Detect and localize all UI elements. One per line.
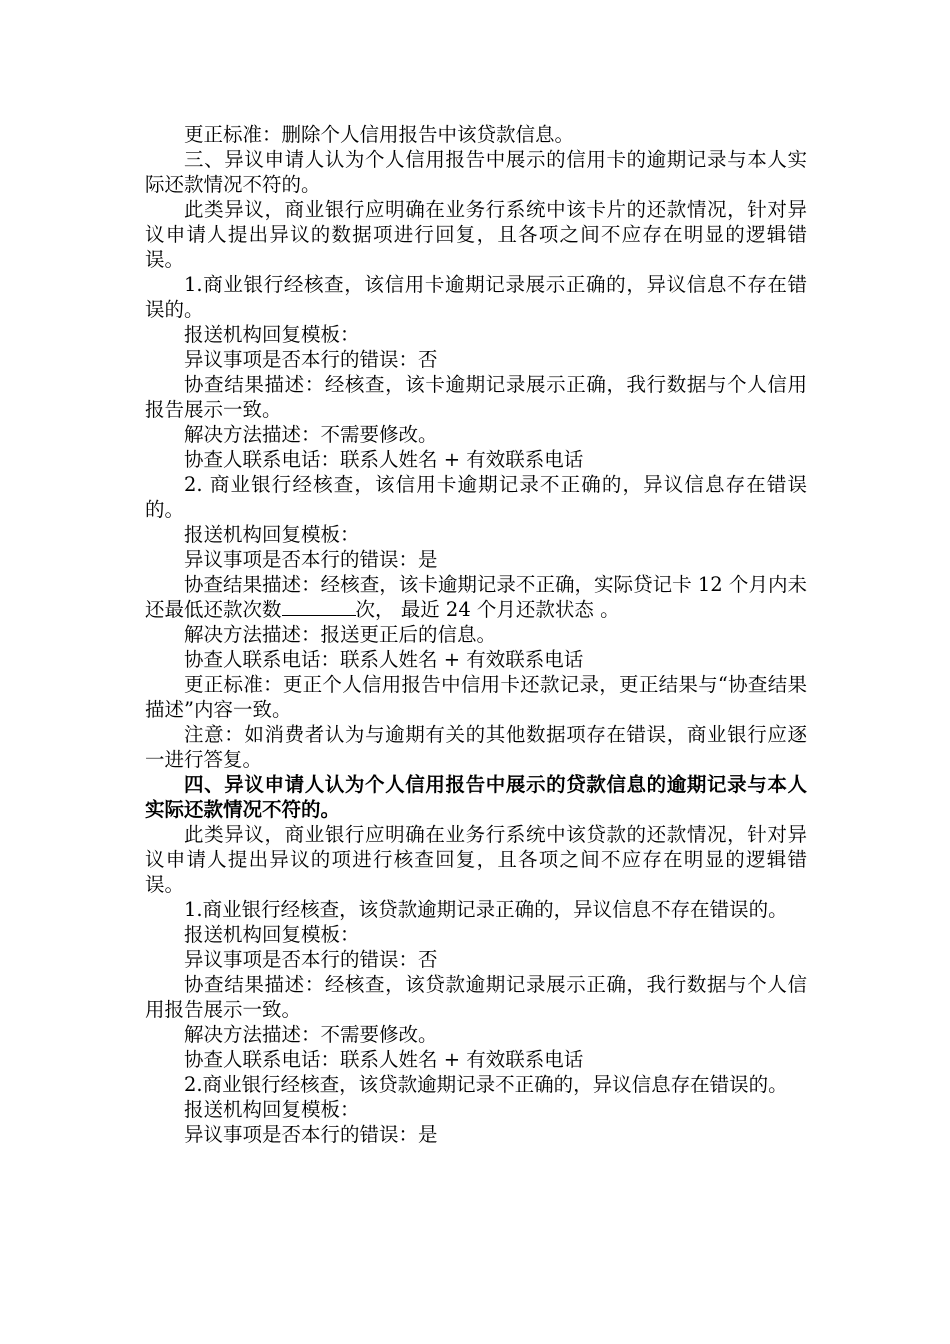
- paragraph: 解决方法描述：不需要修改。: [184, 1023, 438, 1046]
- blank-text-before: 协查结果描述：经核查，该卡逾期记录不正确，实际贷记卡 12 个月内未还最低还款次数: [145, 573, 807, 621]
- paragraph: 解决方法描述：报送更正后的信息。: [184, 623, 497, 646]
- paragraph: 协查人联系电话：联系人姓名 + 有效联系电话: [184, 1048, 584, 1071]
- paragraph: 2. 商业银行经核查，该信用卡逾期记录不正确的，异议信息存在错误的。: [145, 473, 807, 521]
- blank-text-after: 次， 最近 24 个月还款状态 。: [355, 598, 620, 621]
- paragraph: 更正标准：删除个人信用报告中该贷款信息。: [184, 123, 575, 146]
- paragraph: 1.商业银行经核查，该贷款逾期记录正确的，异议信息不存在错误的。: [184, 898, 788, 921]
- paragraph: 1.商业银行经核查，该信用卡逾期记录展示正确的，异议信息不存在错误的。: [145, 273, 807, 321]
- paragraph: 报送机构回复模板：: [184, 323, 360, 346]
- paragraph: 协查结果描述：经核查，该卡逾期记录展示正确，我行数据与个人信用报告展示一致。: [145, 373, 807, 421]
- paragraph: 异议事项是否本行的错误：是: [184, 548, 438, 571]
- paragraph: 2.商业银行经核查，该贷款逾期记录不正确的，异议信息存在错误的。: [184, 1073, 788, 1096]
- paragraph: 异议事项是否本行的错误：否: [184, 948, 438, 971]
- paragraph: 注意：如消费者认为与逾期有关的其他数据项存在错误，商业银行应逐一进行答复。: [145, 723, 807, 771]
- section-heading-3: 三、异议申请人认为个人信用报告中展示的信用卡的逾期记录与本人实际还款情况不符的。: [145, 148, 807, 196]
- paragraph: 报送机构回复模板：: [184, 923, 360, 946]
- paragraph: 报送机构回复模板：: [184, 523, 360, 546]
- paragraph: 此类异议，商业银行应明确在业务行系统中该卡片的还款情况，针对异议申请人提出异议的数据项进行回复，且各项之间不应存在明显的逻辑错误。: [145, 198, 807, 271]
- fill-in-blank: [282, 597, 356, 616]
- paragraph: 解决方法描述：不需要修改。: [184, 423, 438, 446]
- paragraph: 更正标准：更正个人信用报告中信用卡还款记录，更正结果与“协查结果描述”内容一致。: [145, 673, 807, 721]
- document-page: [145, 122, 807, 1147]
- paragraph: 异议事项是否本行的错误：是: [184, 1123, 438, 1146]
- section-heading-4: 四、异议申请人认为个人信用报告中展示的贷款信息的逾期记录与本人实际还款情况不符的。: [145, 773, 807, 821]
- paragraph: 协查结果描述：经核查，该贷款逾期记录展示正确，我行数据与个人信用报告展示一致。: [145, 973, 807, 1021]
- paragraph: 协查人联系电话：联系人姓名 + 有效联系电话: [184, 648, 584, 671]
- paragraph: 异议事项是否本行的错误：否: [184, 348, 438, 371]
- paragraph: 协查人联系电话：联系人姓名 + 有效联系电话: [184, 448, 584, 471]
- paragraph-with-blank: [145, 572, 807, 622]
- paragraph: 此类异议，商业银行应明确在业务行系统中该贷款的还款情况，针对异议申请人提出异议的项进行核查回复，且各项之间不应存在明显的逻辑错误。: [145, 823, 807, 896]
- paragraph: 报送机构回复模板：: [184, 1098, 360, 1121]
